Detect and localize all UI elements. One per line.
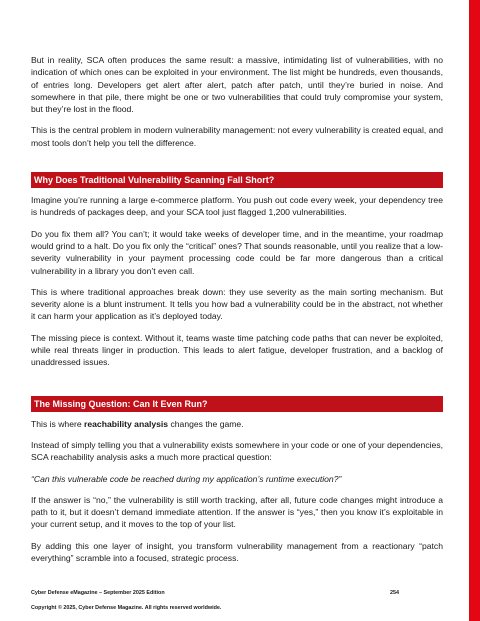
reachability-analysis-term: reachability analysis [84,418,169,429]
section2-paragraph-2: Instead of simply telling you that a vulnerability exists somewhere in your code or one of your dependencies, SCA reachability analysis asks a much more practical question: [31,439,443,463]
section2-p1-text-before: This is where [31,418,85,429]
page-number: 254 [390,590,399,596]
section1-paragraph-4: The missing piece is context. Without it, teams waste time patching code paths that can never be exploited, while real threats linger in production. This leads to alert fatigue, developer frustration, and a backlog of unaddressed issues. [31,332,443,368]
page-footer [31,590,443,611]
section2-paragraph-4: If the answer is “no,” the vulnerability is still worth tracking, after all, future code changes might introduce a path to it, but it doesn’t demand immediate attention. If the answer is “yes,” then you know it’s exploitable in your current setup, and it moves to the top of your list. [31,494,443,530]
section2-p1-text-after: changes the game. [168,418,244,429]
footer-edition: Cyber Defense eMagazine – September 2025 Edition [31,590,165,596]
footer-copyright: Copyright © 2025, Cyber Defense Magazine. All rights reserved worldwide. [31,605,222,611]
section1-paragraph-1: Imagine you’re running a large e-commerce platform. You push out code every week, your dependency tree is hundreds of packages deep, and your SCA tool just flagged 1,200 vulnerabilities. [31,195,443,218]
section-heading-missing-question: The Missing Question: Can It Even Run? [31,396,443,412]
quote-text: “Can this vulnerable code be reached during my application’s runtime execution?” [31,473,342,484]
section-heading-why-scanning-falls-short: Why Does Traditional Vulnerability Scanning Fall Short? [31,172,443,188]
section2-quote [31,473,443,485]
section1-paragraph-3: This is where traditional approaches break down: they use severity as the main sorting mechanism. But severity alone is a blunt instrument. It tells you how bad a vulnerability could be in the abstract, not whether it can harm your application as it’s deployed today. [31,286,443,322]
section2-paragraph-1 [31,418,443,430]
intro-paragraph-2: This is the central problem in modern vulnerability management: not every vulnerability is created equal, and most tools don’t help you tell the difference. [31,125,443,148]
section1-paragraph-2: Do you fix them all? You can’t; it would take weeks of developer time, and in the meantime, your roadmap would grind to a halt. Do you fix only the “critical” ones? That sounds reasonable, until you realize that a low-severity vulnerability in your payment processing code could be far more dangerous than a critical vulnerability in a library you don’t even call. [31,228,443,276]
red-accent-bar [469,0,480,621]
intro-paragraph-1: But in reality, SCA often produces the same result: a massive, intimidating list of vulnerabilities, with no indication of which ones can be exploited in your environment. The list might be hundreds, even thousands, of entries long. Developers get alert after alert, patch after patch, until they’re buried in noise. And somewhere in that pile, there might be one or two vulnerabilities that could truly compromise your system, but they’re lost in the flood. [31,55,443,115]
article-body [31,54,443,573]
section2-paragraph-5: By adding this one layer of insight, you transform vulnerability management from a reactionary “patch everything” scramble into a focused, strategic process. [31,540,443,564]
